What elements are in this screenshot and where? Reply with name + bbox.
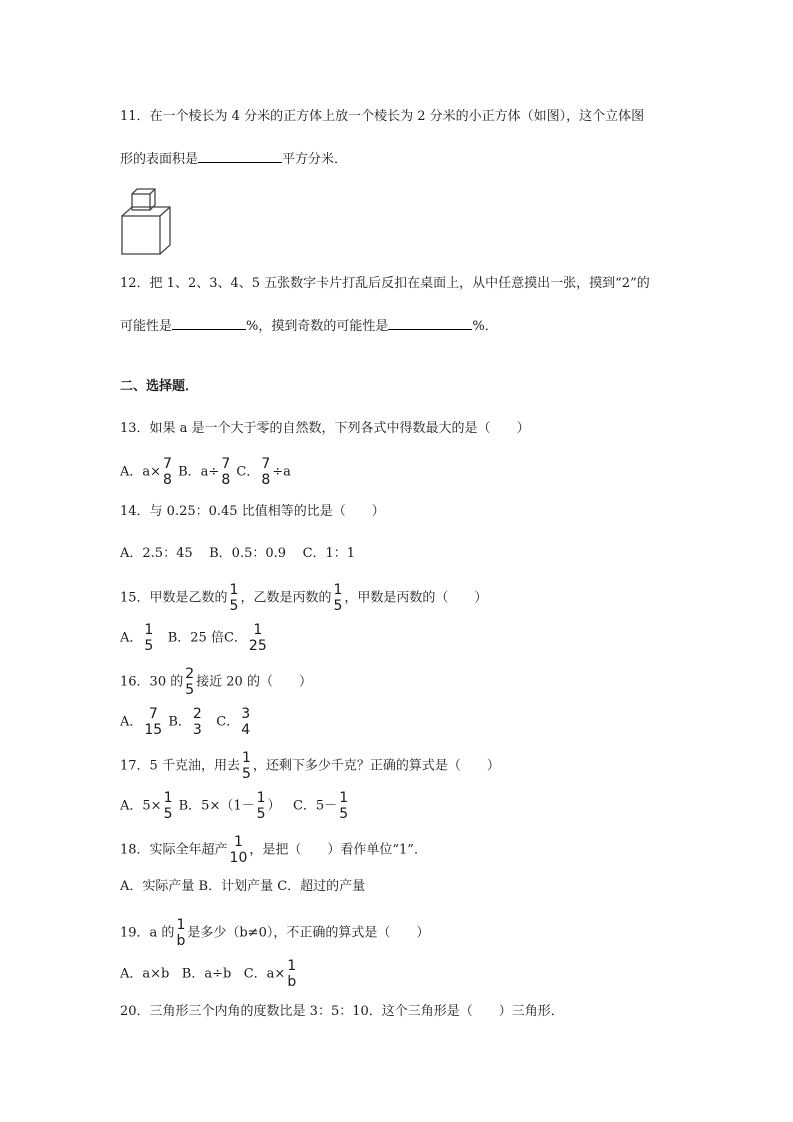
q14-close: ） [371, 504, 385, 519]
q15-option-c: C． [223, 630, 247, 646]
q16-text-pre: 16．30 的 [120, 674, 184, 690]
q17-option-c: C．5－ [292, 798, 338, 814]
q14-stem-text: 14．与 0.25：0.45 比值相等的比是（ [120, 504, 346, 519]
fraction: 1 10 [229, 834, 248, 866]
question-13-options [120, 456, 291, 488]
question-15-options [120, 622, 269, 654]
q16-close: ） [298, 674, 312, 690]
question-11-line1: 11．在一个棱长为 4 分米的正方体上放一个棱长为 2 分米的小正方体（如图），这个立体图 [120, 109, 645, 124]
fraction: 1 b [287, 958, 297, 990]
q17-text-pre: 17．5 千克油，用去 [120, 758, 240, 774]
q16-option-a: A． [120, 714, 143, 730]
fraction: 1 5 [241, 750, 251, 782]
q15-option-b: B．25 倍 [167, 630, 224, 646]
q12-text-post: %． [472, 319, 498, 334]
question-13-stem [120, 420, 530, 438]
fraction: 1 5 [333, 582, 343, 614]
q13-close: ） [516, 421, 530, 436]
q17-option-a: A．5× [120, 798, 162, 814]
q13-option-a: A．a× [120, 464, 162, 480]
question-19-options [120, 958, 298, 990]
q19-text-post: 是多少（b≠0），不正确的算式是（ [187, 925, 391, 941]
question-16-stem [120, 666, 312, 698]
q13-option-b: B．a÷ [178, 464, 220, 480]
fraction: 3 4 [241, 706, 251, 738]
fraction: 1 5 [144, 622, 154, 654]
q13-option-c-post: ÷a [272, 464, 291, 480]
fraction: 7 8 [163, 456, 172, 488]
cube-figure [120, 187, 176, 257]
q19-option-b: B．a÷b [181, 966, 232, 982]
q20-text-pre: 20．三角形三个内角的度数比是 3：5：10．这个三角形是（ [120, 1004, 473, 1019]
fraction: 7 8 [261, 456, 271, 488]
q16-option-b: B． [168, 714, 191, 730]
q19-close: ） [416, 925, 430, 941]
fraction: 7 15 [144, 706, 163, 738]
answer-blank-q11[interactable] [198, 150, 282, 163]
q18-text-post: ，是把（ [249, 842, 302, 858]
q17-close: ） [486, 758, 500, 774]
q13-option-c: C． [236, 464, 260, 480]
fraction: 7 8 [221, 456, 231, 488]
question-15-stem [120, 582, 487, 614]
q19-option-a: A．a×b [120, 966, 170, 982]
fraction: 1 5 [256, 790, 266, 822]
fraction: 1 25 [248, 622, 267, 654]
question-12-line2 [120, 317, 498, 336]
answer-blank-q12-b[interactable] [388, 317, 472, 330]
q19-text-pre: 19．a 的 [120, 925, 175, 941]
question-14-options: A．2.5：45 B．0.5：0.9 C．1：1 [120, 546, 356, 561]
q15-close: ） [474, 590, 488, 606]
fraction: 1 b [176, 917, 186, 949]
question-16-options [120, 706, 252, 738]
q15-text-mid: ，乙数是丙数的 [240, 590, 332, 606]
q11-text-post: 平方分米． [282, 152, 348, 167]
question-20-stem [120, 1003, 564, 1021]
question-17-stem [120, 750, 500, 782]
q18-text-end: ）看作单位“1”． [327, 842, 427, 858]
q20-text-post: ）三角形． [498, 1004, 564, 1019]
q12-text-pre: 可能性是 [120, 319, 173, 334]
question-17-options [120, 790, 350, 822]
q15-option-a: A． [120, 630, 143, 646]
q11-text-pre: 形的表面积是 [120, 152, 199, 167]
q17-text-post: ，还剩下多少千克？正确的算式是（ [252, 758, 461, 774]
fraction: 1 5 [229, 582, 239, 614]
q15-text-pre: 15．甲数是乙数的 [120, 590, 228, 606]
q12-text-mid: %，摸到奇数的可能性是 [246, 319, 389, 334]
q15-text-post: ，甲数是丙数的（ [344, 590, 449, 606]
fraction: 2 3 [192, 706, 202, 738]
q13-stem-text: 13．如果 a 是一个大于零的自然数，下列各式中得数最大的是（ [120, 421, 491, 436]
fraction: 1 5 [339, 790, 349, 822]
fraction: 2 5 [185, 666, 195, 698]
question-18-stem [120, 834, 427, 866]
question-14-stem [120, 503, 385, 521]
q17-option-b: B．5×（1－ [178, 798, 255, 814]
fraction: 1 5 [163, 790, 173, 822]
question-18-options: A．实际产量 B．计划产量 C．超过的产量 [120, 879, 366, 894]
q16-option-c: C． [216, 714, 240, 730]
q19-option-c: C．a× [243, 966, 286, 982]
question-11-line2 [120, 150, 347, 169]
answer-blank-q12-a[interactable] [172, 317, 246, 330]
q18-text-pre: 18．实际全年超产 [120, 842, 228, 858]
question-19-stem [120, 917, 429, 949]
q16-text-post: 接近 20 的（ [196, 674, 273, 690]
question-12-line1: 12．把 1、2、3、4、5 五张数字卡片打乱后反扣在桌面上，从中任意摸出一张，摸到“2”的 [120, 276, 650, 291]
section-heading: 二、选择题． [120, 379, 199, 394]
q17-option-b-post: ） [267, 798, 281, 814]
